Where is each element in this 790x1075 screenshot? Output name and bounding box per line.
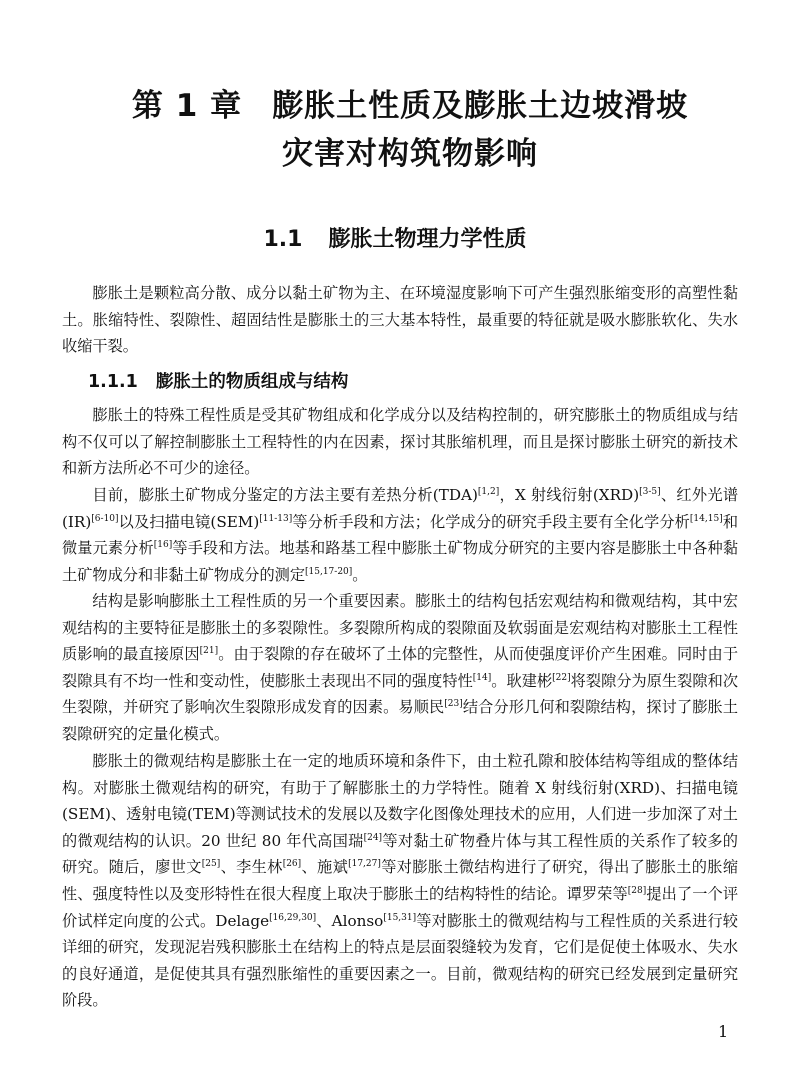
p5-text: 等对黏土矿物叠片体与其工程性质的关系作了较多的研究。随后，廖世文	[62, 831, 738, 877]
section-heading	[0, 222, 790, 253]
citation: [21]	[199, 646, 219, 657]
citation: [25]	[201, 859, 221, 870]
paragraph-3	[62, 482, 738, 588]
citation: [26]	[282, 859, 302, 870]
subsection-number: 1.1.1	[88, 372, 138, 392]
p3-text: 等手段和方法。地基和路基工程中膨胀土矿物成分研究的主要内容是膨胀土中各种黏土矿物成分和非黏土矿物成分的测定	[62, 539, 739, 584]
p4-text: 。由于裂隙的存在破坏了土体的完整性，从而使强度评价产生困难。同时由于裂隙具有不均一性和变动性，使膨胀土表现出不同的强度特性	[62, 645, 739, 690]
p3-text: 目前，膨胀土矿物成分鉴定的方法主要有差热分析(TDA)	[92, 486, 478, 504]
citation: [15,31]	[383, 912, 417, 923]
chapter-title-line-2: 灾害对构筑物影响	[282, 136, 538, 172]
p4-text: 结构是影响膨胀土工程性质的另一个重要因素。膨胀土的结构包括宏观结构和微观结构，其中宏观结构的主要特征是膨胀土的多裂隙性。多裂隙所构成的裂隙面及软弱面是宏观结构对膨胀土工程性质影响的最直接原因	[62, 592, 738, 664]
p3-text: 、红外光谱(IR)	[62, 486, 739, 531]
p4-text: 将裂隙分为原生裂隙和次生裂隙，并研究了影响次生裂隙形成发育的因素。易顺民	[62, 671, 739, 717]
p3-text: ，X 射线衍射(XRD)	[499, 486, 640, 504]
p5-text: 提出了一个评价试样定向度的公式。Delage	[62, 884, 739, 930]
paragraph-1: 膨胀土是颗粒高分散、成分以黏土矿物为主、在环境湿度影响下可产生强烈胀缩变形的高塑性黏土。胀缩特性、裂隙性、超固结性是膨胀土的三大基本特性，最重要的特征就是吸水膨胀软化、失水收缩干裂。	[62, 284, 738, 356]
citation: [17,27]	[348, 859, 381, 870]
citation: [23]	[444, 699, 463, 710]
p3-text: 和微量元素分析	[62, 512, 739, 558]
citation: [3-5]	[639, 487, 661, 498]
paragraph-5	[62, 748, 738, 1014]
p5-text: 、施斌	[301, 858, 349, 877]
citation: [16]	[153, 540, 173, 551]
paragraph-4	[62, 588, 738, 748]
p5-text: 膨胀土的微观结构是膨胀土在一定的地质环境和条件下，由土粒孔隙和胶体结构等组成的整体结构。对膨胀土微观结构的研究，有助于了解膨胀土的力学特性。随着 X 射线衍射(XRD)、扫描电镜(SEM)、透射电镜(TEM)等测试技术的发展以及数字化图像处理技术的应用，人们进一步加深了对土的微观结构的认识。20 世纪 80 年代高国瑞	[62, 752, 738, 850]
chapter-title	[60, 82, 760, 178]
citation: [11-13]	[259, 513, 293, 524]
section-number: 1.1	[263, 227, 303, 252]
paragraph-2: 膨胀土的特殊工程性质是受其矿物组成和化学成分以及结构控制的，研究膨胀土的物质组成与结构不仅可以了解控制膨胀土工程特性的内在因素，探讨其胀缩机理，而且是探讨膨胀土研究的新技术和新方法所必不可少的途径。	[62, 406, 738, 478]
p4-text: 结合分形几何和裂隙结构，探讨了膨胀土裂隙研究的定量化模式。	[62, 698, 739, 743]
p4-text: 。耿建彬	[491, 671, 553, 690]
subsection-heading	[88, 368, 348, 393]
p3-text: 。	[352, 565, 368, 584]
chapter-number: 第 1 章	[131, 88, 243, 124]
citation: [24]	[363, 832, 383, 843]
p5-text: 等对膨胀土微结构进行了研究，得出了膨胀土的胀缩性、强度特性以及变形特性在很大程度上取决于膨胀土的结构特性的结论。谭罗荣等	[62, 858, 739, 903]
section-title-text: 膨胀土物理力学性质	[328, 227, 527, 252]
citation: [22]	[552, 672, 571, 683]
citation: [16,29,30]	[269, 912, 317, 923]
page-number: 1	[718, 1022, 729, 1041]
p5-text: 、李生林	[220, 858, 283, 877]
chapter-title-line-1	[60, 82, 760, 130]
citation: [28]	[627, 886, 647, 897]
citation: [15,17-20]	[305, 566, 353, 577]
citation: [14,15]	[689, 513, 723, 524]
citation: [14]	[472, 672, 492, 683]
citation: [6-10]	[91, 513, 119, 524]
p3-text: 等分析手段和方法；化学成分的研究手段主要有全化学分析	[292, 512, 690, 531]
citation: [1,2]	[477, 487, 500, 498]
p5-text: 等对膨胀土的微观结构与工程性质的关系进行较详细的研究，发现泥岩残积膨胀土在结构上的特点是层面裂缝较为发育，它们是促使土体吸水、失水的良好通道，是促使其具有强烈胀缩性的重要因素之一。目前，微观结构的研究已经发展到定量研究阶段。	[62, 911, 738, 1010]
subsection-title-text: 膨胀土的物质组成与结构	[155, 372, 349, 392]
chapter-title-text-1: 膨胀土性质及膨胀土边坡滑坡	[272, 88, 689, 124]
p5-text: 、Alonso	[316, 911, 384, 930]
p3-text: 以及扫描电镜(SEM)	[118, 512, 260, 531]
